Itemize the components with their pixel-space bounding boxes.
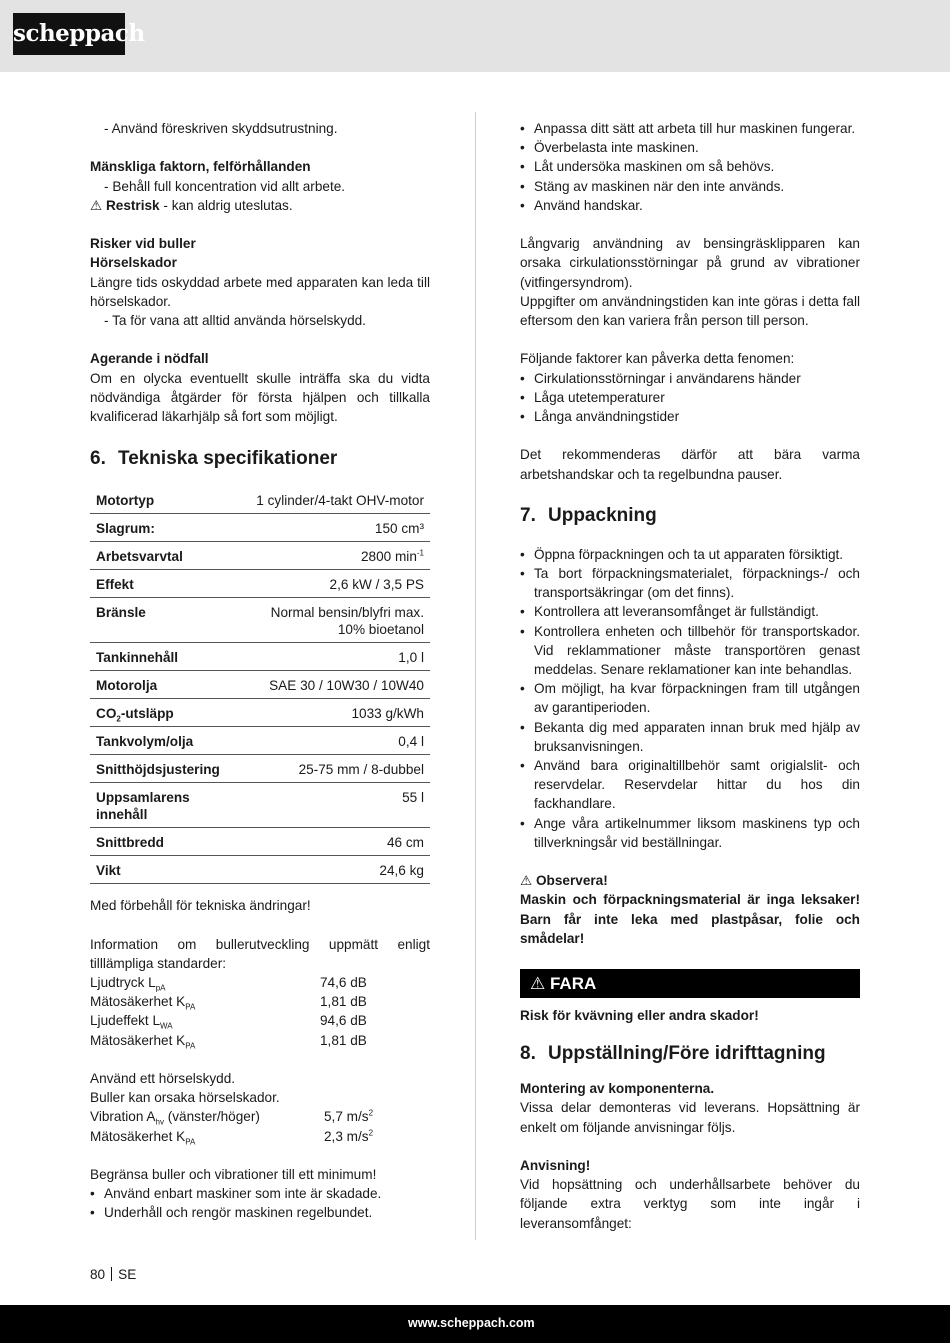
footer-bar (0, 1305, 950, 1343)
spec-table (90, 486, 430, 884)
spec-row (90, 671, 430, 699)
subscript: PA (185, 1137, 196, 1147)
spec-value: 55 l (243, 783, 430, 828)
paragraph: Vissa delar demonteras vid leverans. Hopsättning är enkelt om följande anvisningar följs. (520, 1100, 860, 1135)
list-item: • Stäng av maskinen när den inte används. (520, 177, 860, 196)
section-heading: Mänskliga faktorn, felförhållanden (90, 159, 311, 175)
website-link[interactable]: www.scheppach.com (408, 1316, 535, 1330)
spec-key: Snittbredd (90, 828, 243, 856)
spec-value: 1033 g/kWh (243, 699, 430, 727)
spec-row (90, 783, 430, 828)
superscript: -1 (416, 548, 424, 558)
section-title: 6. Tekniska specifikationer (90, 448, 338, 470)
spec-key: Motortyp (90, 486, 243, 514)
list-item: • Anpassa ditt sätt att arbeta till hur maskinen fungerar. (520, 119, 860, 138)
list-item: • Låt undersöka maskinen om så behövs. (520, 157, 860, 176)
spec-row (90, 542, 430, 570)
spec-value: 46 cm (243, 828, 430, 856)
spec-row (90, 856, 430, 884)
paragraph: Information om bullerutveckling uppmätt enligt tilllämpliga standarder: (90, 936, 430, 971)
spec-value: 2,6 kW / 3,5 PS (243, 570, 430, 598)
paragraph: Använd ett hörselskydd. (90, 1071, 236, 1086)
subscript: 2 (116, 714, 121, 724)
bullet-list (520, 545, 860, 852)
subscript: PA (185, 1041, 196, 1051)
list-item: • Använd handskar. (520, 196, 860, 215)
section-heading: Agerande i nödfall (90, 351, 209, 367)
section-heading: Montering av komponenterna. (520, 1081, 715, 1097)
spec-row (90, 643, 430, 671)
list-item: - Ta för vana att alltid använda hörselskydd. (104, 313, 366, 328)
spec-row (90, 514, 430, 542)
paragraph: Längre tids oskyddad arbete med apparaten kan leda till hörselskador. (90, 274, 430, 309)
list-item: - Behåll full koncentration vid allt arbete. (104, 178, 346, 194)
spec-key: Tankinnehåll (90, 643, 243, 671)
list-item: • Överbelasta inte maskinen. (520, 138, 860, 157)
spec-value: 150 cm³ (243, 514, 430, 542)
danger-bar: ⚠ FARA (520, 969, 860, 998)
spec-value: SAE 30 / 10W30 / 10W40 (243, 671, 430, 699)
list-item: • Kontrollera att leveransomfånget är fullständigt. (520, 602, 860, 621)
list-item: • Låga utetemperaturer (520, 388, 860, 407)
vibration-row (90, 1127, 430, 1146)
right-column (520, 119, 860, 1233)
spec-key: Bränsle (90, 598, 243, 643)
list-item: • Underhåll och rengör maskinen regelbundet. (90, 1203, 430, 1222)
spec-row (90, 598, 430, 643)
noise-key: Mätosäkerhet $K_{PA}$ (90, 994, 196, 1012)
residual-risk: ⚠ Restrisk - kan aldrig uteslutas. (90, 197, 293, 213)
subscript: pA (155, 983, 166, 993)
spec-key: Vikt (90, 856, 243, 884)
section-title: 7. Uppackning (520, 504, 657, 526)
superscript: 2 (368, 1128, 374, 1138)
paragraph: Begränsa buller och vibrationer till ett minimum! (90, 1167, 377, 1182)
paragraph: Om en olycka eventuellt skulle inträffa ska du vidta nödvändiga åtgärder för första hjälpen och tillkalla kvalificerad läkarhjälp så fort som möjligt. (90, 370, 430, 424)
paragraph: Långvarig användning av bensingräsklipparen kan orsaka cirkulationsstörningar på grund av vibrationer (vitfingersyndrom). (520, 236, 860, 290)
paragraph: Vid hopsättning och underhållsarbete behöver du följande extra verktyg som inte ingår i leveransomfånget: (520, 1177, 860, 1231)
left-column (90, 119, 430, 1223)
subscript: PA (185, 1002, 196, 1012)
spec-row (90, 570, 430, 598)
spec-key: Arbetsvarvtal (90, 542, 243, 570)
bullet-list (520, 119, 860, 215)
limit-list (90, 1184, 430, 1222)
superscript: 2 (368, 1108, 374, 1118)
list-item: • Långa användningstider (520, 407, 860, 426)
vibration-key: Vibration $A_{hv}$ (vänster/höger) (90, 1109, 260, 1128)
section-heading: Hörselskador (90, 255, 177, 271)
vibration-value: 2,3 $m/s^2$ (324, 1128, 374, 1144)
section-heading: Risker vid buller (90, 236, 196, 252)
paragraph: Uppgifter om användningstiden kan inte göras i detta fall eftersom den kan variera från person till person. (520, 293, 860, 329)
page-number: 80 SE (90, 1267, 137, 1282)
column-divider (475, 112, 476, 1240)
header-bar (0, 0, 950, 72)
vibration-row (90, 1107, 430, 1126)
list-item: • Om möjligt, ha kvar förpackningen fram till utgången av garantiperioden. (520, 679, 860, 717)
list-item: • Kontrollera enheten och tillbehör för transportskador. Vid reklammationer måste transportören genast meddelas. Senare reklamationer kan inte behandlas. (520, 622, 860, 680)
spec-key: Motorolja (90, 671, 243, 699)
spec-row (90, 486, 430, 514)
noise-row (90, 1011, 430, 1030)
noise-key: Ljudeffekt $L_{WA}$ (90, 1013, 173, 1032)
paragraph: Det rekommenderas därför att bära varma arbetshandskar och ta regelbundna pauser. (520, 447, 860, 482)
spec-value: 1 cylinder/4-takt OHV-motor (243, 486, 430, 514)
spec-value: 0,4 l (243, 727, 430, 755)
noise-row (90, 973, 430, 992)
spec-key: Snitthöjdsjustering (90, 755, 243, 783)
vibration-key: Mätosäkerhet $K_{PA}$ (90, 1128, 196, 1147)
list-item: • Bekanta dig med apparaten innan bruk med hjälp av bruksanvisningen. (520, 718, 860, 756)
noise-values (90, 973, 430, 1050)
spec-key: Effekt (90, 570, 243, 598)
paragraph: Följande faktorer kan påverka detta fenomen: (520, 351, 795, 367)
list-item: • Ange våra artikelnummer liksom maskinens typ och tillverkningsår vid beställningar. (520, 814, 860, 852)
noise-value: 1,81 dB (320, 1032, 367, 1048)
spec-row (90, 755, 430, 783)
section-heading: Anvisning! (520, 1158, 591, 1174)
list-item: • Använd enbart maskiner som inte är skadade. (90, 1184, 430, 1203)
spec-key: Tankvolym/olja (90, 727, 243, 755)
paragraph: Med förbehåll för tekniska ändringar! (90, 898, 311, 914)
bullet-list (520, 369, 860, 427)
warning-icon: ⚠ (530, 974, 546, 994)
spec-key: Slagrum: (90, 514, 243, 542)
subscript: WA (160, 1022, 173, 1032)
noise-key: Mätosäkerhet $K_{PA}$ (90, 1032, 196, 1051)
spec-row (90, 727, 430, 755)
vibration-values (90, 1107, 430, 1145)
noise-value: 74,6 dB (320, 975, 367, 990)
vibration-value: 5,7 $m/s^2$ (324, 1108, 374, 1125)
warning-icon: ⚠ (90, 197, 103, 213)
section-title: 8. Uppställning/Före idrifttagning (520, 1043, 826, 1065)
spec-value: 1,0 l (243, 643, 430, 671)
list-item: • Öppna förpackningen och ta ut apparaten försiktigt. (520, 545, 860, 564)
paragraph: Buller kan orsaka hörselskador. (90, 1090, 280, 1106)
noise-value: 1,81 dB (320, 994, 367, 1010)
spec-key: $CO_2$-utsläpp (90, 699, 243, 727)
noise-key: Ljudtryck $L_{pA}$ (90, 975, 166, 993)
noise-row (90, 1031, 430, 1050)
notice-heading: ⚠ Observera! (520, 873, 608, 889)
spec-value: Normal bensin/blyfri max. 10% bioetanol (243, 598, 430, 643)
subscript: hv (155, 1118, 164, 1128)
list-item: • Cirkulationsstörningar i användarens händer (520, 369, 860, 388)
spec-row (90, 828, 430, 856)
list-item: • Använd bara originaltillbehör samt origialslit- och reservdelar. Reservdelar hittar du hos din fackhandlare. (520, 756, 860, 814)
spec-row (90, 699, 430, 727)
spec-value: 25-75 mm / 8-dubbel (243, 755, 430, 783)
warning-icon: ⚠ (520, 873, 533, 889)
noise-value: 94,6 dB (320, 1013, 367, 1029)
list-item: • Ta bort förpackningsmaterialet, förpacknings-/ och transportsäkringar (om det finns). (520, 564, 860, 602)
spec-key: Uppsamlarens innehåll (90, 783, 243, 828)
list-item: - Använd föreskriven skyddsutrustning. (104, 121, 338, 136)
noise-row (90, 992, 430, 1011)
spec-value: 2800 $\min^{-1}$ (243, 542, 430, 570)
notice-text: Maskin och förpackningsmaterial är inga leksaker! Barn får inte leka med plastpåsar, folie och smådelar! (520, 892, 860, 946)
spec-value: 24,6 kg (243, 856, 430, 884)
danger-text: Risk för kvävning eller andra skador! (520, 1008, 759, 1024)
brand-logo: scheppach (13, 13, 125, 55)
